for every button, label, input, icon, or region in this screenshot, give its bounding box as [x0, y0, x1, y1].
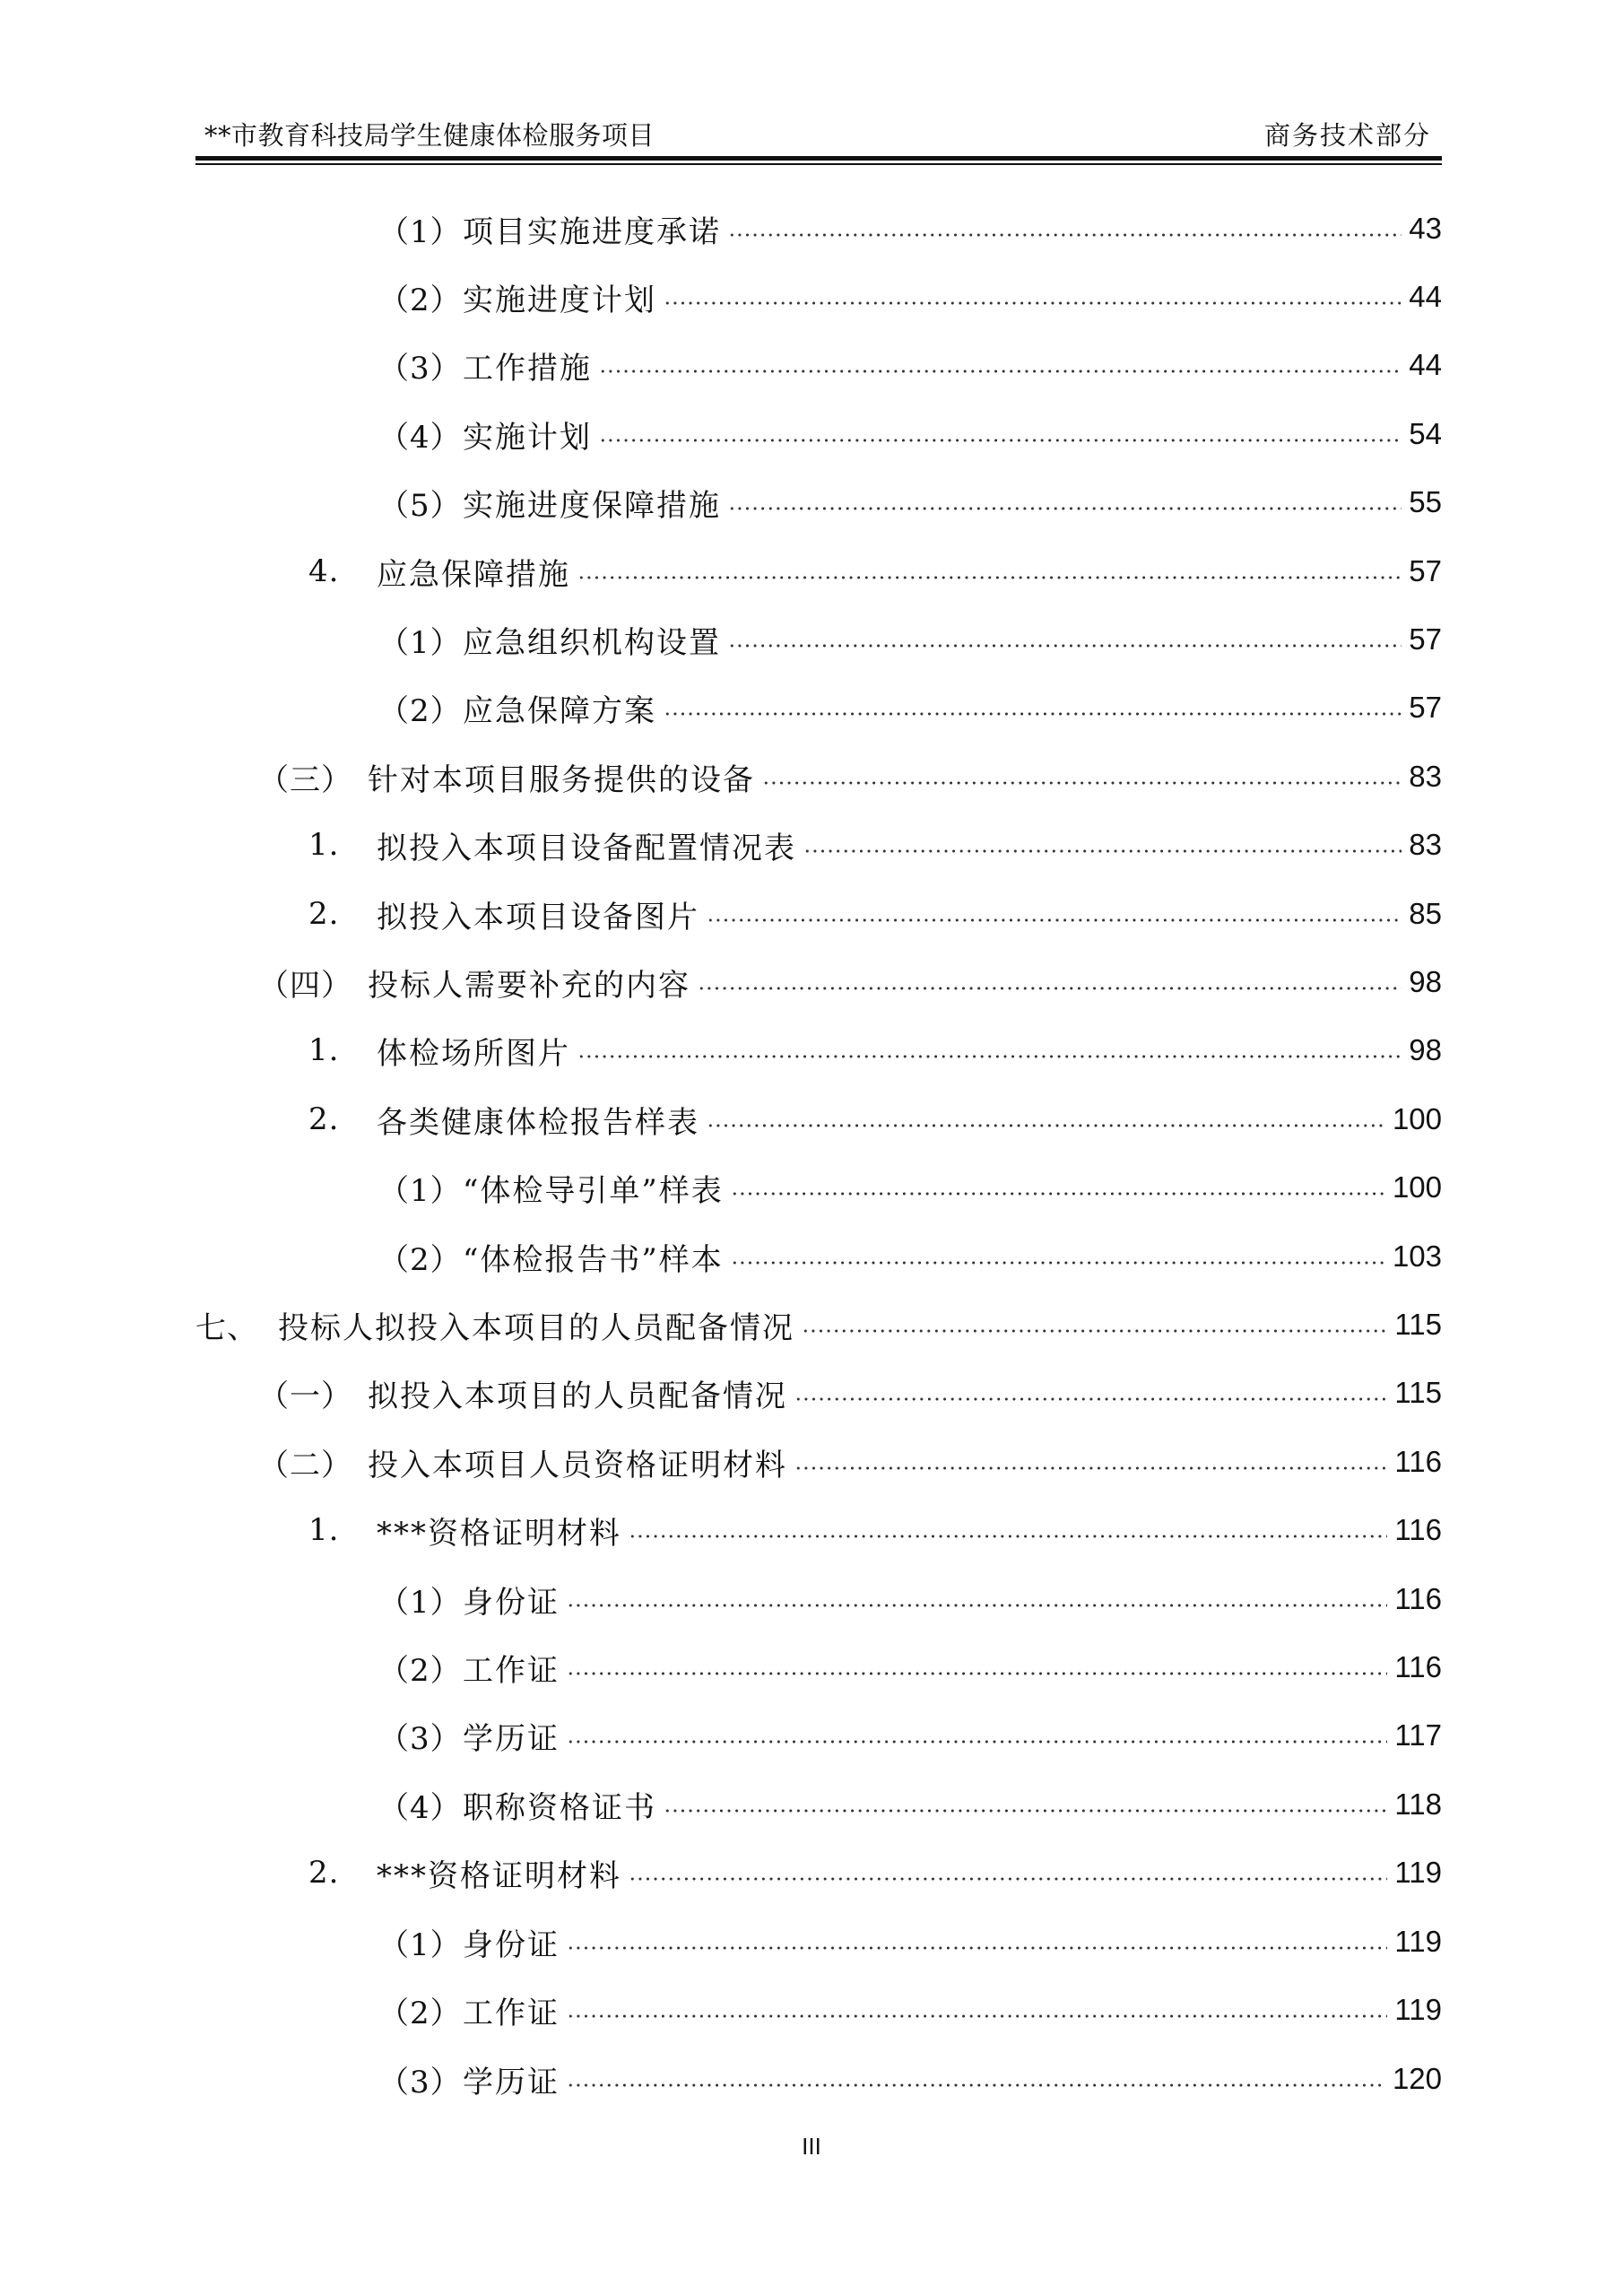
toc-entry-number: 2. — [308, 1855, 340, 1891]
toc-leader-dots — [567, 1740, 1387, 1744]
toc-entry[interactable] — [378, 408, 1442, 460]
toc-leader-dots — [629, 1535, 1387, 1538]
toc-entry-page: 116 — [1394, 1650, 1442, 1683]
toc-entry[interactable] — [195, 1299, 1442, 1351]
toc-entry-title: 针对本项目服务提供的设备 — [368, 761, 755, 798]
toc-entry-title: 学历证 — [463, 1720, 560, 1757]
toc-entry[interactable] — [378, 271, 1442, 323]
toc-entry-page: 85 — [1409, 897, 1442, 930]
toc-entry-number: 2. — [308, 1101, 340, 1137]
toc-entry-title: 实施进度计划 — [463, 282, 656, 318]
toc-entry-page: 116 — [1394, 1513, 1442, 1546]
toc-entry[interactable] — [378, 1641, 1442, 1693]
toc-entry-page: 120 — [1392, 2062, 1442, 2095]
toc-entry-page: 100 — [1392, 1102, 1442, 1135]
toc-entry-title: 工作证 — [463, 1652, 560, 1689]
toc-entry[interactable] — [378, 2053, 1442, 2105]
toc-leader-dots — [728, 644, 1402, 648]
toc-entry[interactable] — [378, 1709, 1442, 1761]
toc-leader-dots — [802, 1329, 1387, 1333]
toc-leader-dots — [803, 849, 1402, 853]
toc-entry-page: 54 — [1409, 417, 1442, 450]
toc-entry[interactable] — [378, 339, 1442, 391]
toc-entry-title: 投标人拟投入本项目的人员配备情况 — [278, 1309, 794, 1346]
toc-leader-dots — [577, 1055, 1402, 1058]
toc-entry-title: 工作措施 — [463, 350, 592, 387]
header-section-title: 商务技术部分 — [1263, 120, 1431, 151]
toc-leader-dots — [664, 712, 1402, 716]
toc-entry-page: 119 — [1394, 1925, 1442, 1958]
toc-entry-number: （三） — [258, 761, 352, 798]
toc-entry-number: （1） — [378, 213, 462, 250]
toc-entry-number: （一） — [258, 1378, 352, 1414]
toc-entry-title: 体检场所图片 — [377, 1035, 570, 1072]
toc-entry[interactable] — [308, 1024, 1442, 1076]
toc-entry-number: （4） — [378, 1789, 462, 1826]
toc-entry-page: 116 — [1394, 1582, 1442, 1615]
toc-leader-dots — [794, 1466, 1387, 1470]
toc-leader-dots — [599, 439, 1402, 442]
toc-entry-number: （1） — [378, 1172, 462, 1209]
toc-entry[interactable] — [308, 1093, 1442, 1145]
toc-entry-number: （5） — [378, 487, 462, 524]
toc-entry-number: （2） — [378, 1241, 462, 1278]
toc-entry-page: 98 — [1409, 965, 1442, 998]
toc-entry-title: 应急保障措施 — [377, 556, 570, 593]
toc-entry-number: （1） — [378, 1584, 462, 1621]
toc-entry-title: 实施计划 — [463, 419, 592, 456]
toc-leader-dots — [599, 370, 1402, 373]
toc-entry-title: ***资格证明材料 — [377, 1857, 621, 1894]
toc-entry-title: 学历证 — [463, 2064, 560, 2100]
toc-entry-title: 投标人需要补充的内容 — [368, 967, 690, 1004]
toc-entry-page: 98 — [1409, 1033, 1442, 1066]
toc-leader-dots — [577, 576, 1402, 579]
toc-entry-page: 83 — [1409, 760, 1442, 793]
toc-leader-dots — [567, 2083, 1385, 2087]
toc-leader-dots — [731, 1261, 1385, 1265]
toc-entry-number: （4） — [378, 419, 462, 456]
toc-entry-number: （3） — [378, 2064, 462, 2100]
toc-entry[interactable] — [258, 751, 1442, 803]
toc-entry[interactable] — [308, 1847, 1442, 1899]
toc-entry-title: 工作证 — [463, 1995, 560, 2031]
toc-entry-page: 44 — [1409, 280, 1442, 313]
toc-leader-dots — [728, 507, 1402, 510]
toc-entry-page: 57 — [1409, 554, 1442, 587]
toc-leader-dots — [728, 233, 1402, 237]
toc-entry-title: 身份证 — [463, 1584, 560, 1621]
toc-entry-page: 118 — [1394, 1787, 1442, 1821]
toc-entry-title: 实施进度保障措施 — [463, 487, 721, 524]
toc-entry-title: 各类健康体检报告样表 — [377, 1104, 699, 1141]
toc-entry-number: 七、 — [195, 1309, 258, 1346]
toc-entry-page: 117 — [1394, 1718, 1442, 1752]
toc-leader-dots — [567, 2014, 1387, 2018]
toc-entry[interactable] — [378, 1779, 1442, 1831]
toc-entry-page: 57 — [1409, 622, 1442, 656]
toc-entry-number: （二） — [258, 1447, 352, 1483]
toc-leader-dots — [567, 1946, 1387, 1950]
toc-entry-number: （3） — [378, 350, 462, 387]
toc-entry[interactable] — [378, 613, 1442, 665]
toc-entry[interactable] — [308, 819, 1442, 871]
toc-entry-title: 应急组织机构设置 — [463, 624, 721, 661]
toc-entry-number: 1. — [308, 1032, 340, 1068]
toc-leader-dots — [707, 918, 1402, 922]
toc-entry-number: 1. — [308, 1512, 340, 1548]
toc-leader-dots — [664, 301, 1402, 305]
toc-entry-page: 44 — [1409, 348, 1442, 381]
toc-entry-title: 身份证 — [463, 1926, 560, 1963]
toc-entry[interactable] — [378, 203, 1442, 255]
toc-entry-page: 55 — [1409, 485, 1442, 518]
toc-entry-title: 拟投入本项目的人员配备情况 — [368, 1378, 787, 1414]
header-project-title: **市教育科技局学生健康体检服务项目 — [204, 120, 655, 151]
toc-entry-title: 拟投入本项目设备图片 — [377, 899, 699, 935]
toc-entry-page: 57 — [1409, 691, 1442, 724]
toc-leader-dots — [794, 1397, 1387, 1401]
toc-entry[interactable] — [258, 1436, 1442, 1488]
toc-entry-title: 职称资格证书 — [463, 1789, 656, 1826]
toc-leader-dots — [629, 1877, 1387, 1881]
toc-leader-dots — [762, 781, 1402, 785]
toc-leader-dots — [567, 1672, 1387, 1675]
toc-leader-dots — [698, 987, 1402, 990]
toc-entry-title: “体检报告书”样本 — [463, 1241, 724, 1278]
toc-entry-number: 4. — [308, 553, 340, 589]
toc-entry[interactable] — [378, 682, 1442, 734]
toc-entry-title: 投入本项目人员资格证明材料 — [368, 1447, 787, 1483]
toc-entry-page: 100 — [1392, 1170, 1442, 1204]
toc-entry-number: 2. — [308, 896, 340, 932]
toc-entry-number: （四） — [258, 967, 352, 1004]
toc-leader-dots — [731, 1192, 1385, 1196]
toc-entry[interactable] — [308, 545, 1442, 597]
toc-entry-number: （2） — [378, 692, 462, 729]
toc-entry[interactable] — [378, 1231, 1442, 1283]
toc-entry-page: 119 — [1394, 1993, 1442, 2026]
toc-entry-number: （3） — [378, 1720, 462, 1757]
toc-entry[interactable] — [258, 1367, 1442, 1419]
toc-entry-number: （1） — [378, 624, 462, 661]
toc-leader-dots — [664, 1809, 1387, 1813]
toc-entry-number: （2） — [378, 1652, 462, 1689]
page-number: III — [802, 2133, 821, 2160]
toc-entry-title: ***资格证明材料 — [377, 1515, 621, 1552]
page-footer — [0, 2133, 1623, 2161]
toc-entry-title: 项目实施进度承诺 — [463, 213, 721, 250]
toc-entry-page: 119 — [1394, 1856, 1442, 1889]
toc-entry[interactable] — [308, 1504, 1442, 1556]
toc-entry[interactable] — [258, 956, 1442, 1008]
toc-entry-title: 拟投入本项目设备配置情况表 — [377, 830, 796, 866]
toc-leader-dots — [707, 1124, 1385, 1127]
toc-entry-number: （2） — [378, 1995, 462, 2031]
toc-entry[interactable] — [378, 1916, 1442, 1968]
toc-entry[interactable] — [378, 1161, 1442, 1213]
toc-entry-title: 应急保障方案 — [463, 692, 656, 729]
toc-entry[interactable] — [378, 476, 1442, 528]
toc-entry-page: 115 — [1394, 1376, 1442, 1409]
toc-entry[interactable] — [378, 1573, 1442, 1625]
toc-entry-page: 83 — [1409, 828, 1442, 861]
toc-entry-number: 1. — [308, 827, 340, 863]
toc-entry-title: “体检导引单”样表 — [463, 1172, 724, 1209]
toc-leader-dots — [567, 1604, 1387, 1607]
toc-entry-number: （2） — [378, 282, 462, 318]
toc-entry[interactable] — [378, 1984, 1442, 2036]
toc-entry-number: （1） — [378, 1926, 462, 1963]
toc-entry-page: 103 — [1392, 1239, 1442, 1273]
toc-entry[interactable] — [308, 888, 1442, 940]
toc-entry-page: 115 — [1394, 1308, 1442, 1341]
toc-entry-page: 116 — [1394, 1445, 1442, 1478]
toc-entry-page: 43 — [1409, 212, 1442, 245]
